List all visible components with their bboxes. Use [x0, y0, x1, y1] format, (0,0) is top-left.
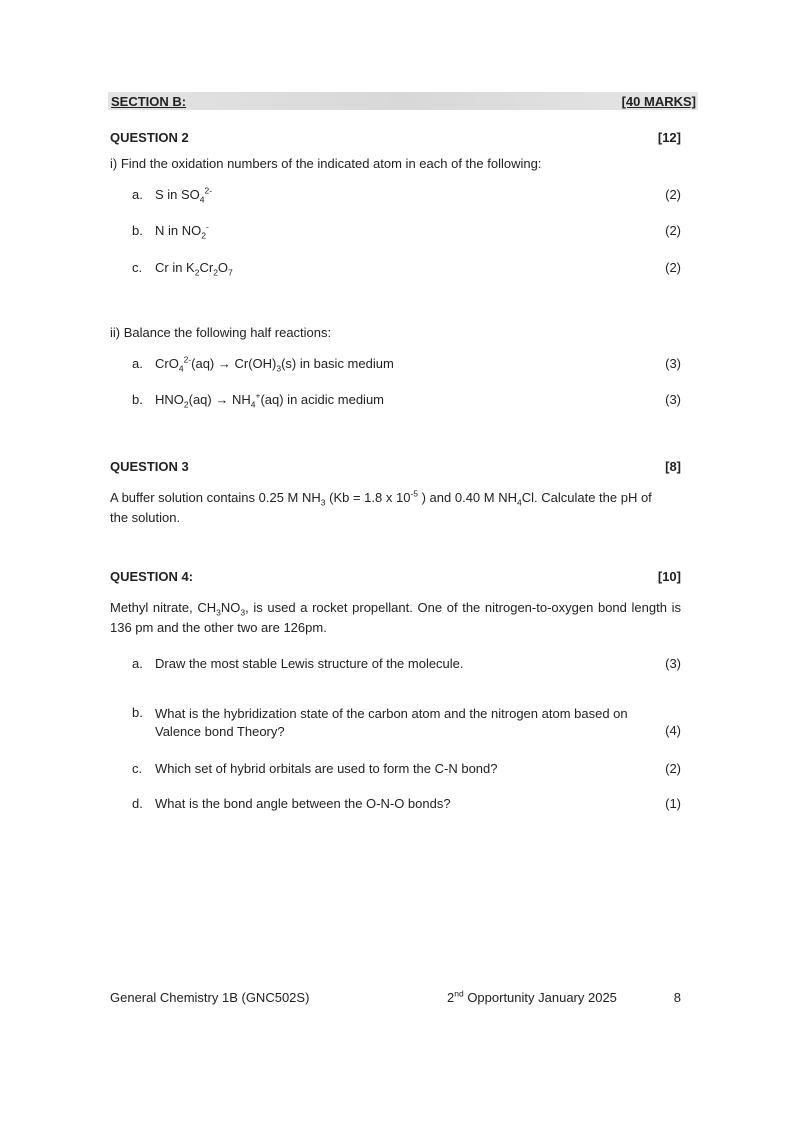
item-text — [155, 260, 625, 278]
text-run: Methyl nitrate, CH — [110, 600, 217, 615]
text-run: Cr — [199, 260, 214, 275]
text-run: NO — [220, 600, 241, 615]
item-label: d. — [132, 796, 143, 811]
text-run: ) and 0.40 M NH — [418, 490, 517, 505]
item-marks: (2) — [665, 260, 681, 275]
question-title: QUESTION 4: — [110, 569, 194, 584]
subscript: 2 — [213, 267, 218, 278]
subscript: 4 — [178, 363, 184, 374]
subscript: 2 — [201, 230, 206, 241]
text-run: CrO — [155, 356, 179, 371]
item-label: b. — [132, 705, 143, 720]
item-text — [155, 390, 625, 410]
superscript: + — [255, 390, 261, 401]
section-marks: [40 MARKS] — [621, 94, 696, 109]
text-run: (aq) → Cr(OH) — [191, 356, 277, 371]
subscript: 7 — [228, 267, 233, 278]
question-marks: [12] — [657, 130, 681, 145]
subscript: 3 — [320, 497, 326, 508]
q4-text — [110, 598, 681, 638]
item-label: a. — [132, 187, 143, 202]
item-text: Draw the most stable Lewis structure of the molecule. — [155, 656, 464, 671]
text-run: HNO — [155, 392, 184, 407]
superscript: 2- — [204, 185, 213, 196]
subscript: 2 — [194, 267, 200, 278]
item-label: c. — [132, 260, 143, 275]
text-run: (aq) in acidic medium — [260, 392, 384, 407]
subscript: 3 — [276, 363, 282, 374]
question-2-heading — [110, 130, 681, 145]
question-4-heading — [110, 569, 681, 584]
question-title: QUESTION 3 — [110, 459, 189, 474]
text-run: Cr in K — [155, 260, 195, 275]
footer-opportunity — [447, 990, 617, 1005]
text-run: O — [217, 260, 229, 275]
text-run: A buffer solution contains 0.25 M NH — [110, 490, 321, 505]
text-run: , is used a rocket propellant. One of the nitrogen-to-oxygen bond length is 136 pm and the other two are 126pm. — [110, 600, 681, 635]
item-text: What is the bond angle between the O-N-O bonds? — [155, 796, 451, 811]
item-text — [155, 185, 625, 205]
item-marks: (3) — [665, 656, 681, 671]
subscript: 4 — [199, 194, 205, 205]
section-title: SECTION B: — [111, 94, 187, 109]
text-run: (s) in basic medium — [281, 356, 394, 371]
superscript: - — [205, 221, 209, 232]
opp-suffix: nd — [454, 988, 464, 999]
item-text: Which set of hybrid orbitals are used to form the C-N bond? — [155, 761, 498, 776]
page-number: 8 — [673, 990, 681, 1005]
opp-text: Opportunity January 2025 — [463, 990, 617, 1005]
footer-course: General Chemistry 1B (GNC502S) — [110, 990, 310, 1005]
q2-part-i: i) Find the oxidation numbers of the indicated atom in each of the following: — [110, 156, 542, 171]
item-text: What is the hybridization state of the carbon atom and the nitrogen atom based on Valence bond Theory? — [155, 706, 628, 739]
text-run: N in NO — [155, 223, 202, 238]
superscript: 2- — [183, 354, 192, 365]
question-marks: [10] — [657, 569, 681, 584]
section-header — [108, 92, 698, 110]
question-title: QUESTION 2 — [110, 130, 189, 145]
item-text — [155, 221, 625, 241]
item-marks: (3) — [665, 392, 681, 407]
question-3-heading — [110, 459, 681, 474]
text-run: Cl. Calculate the pH of the solution. — [110, 490, 652, 525]
item-label: c. — [132, 761, 143, 776]
subscript: 2 — [183, 399, 189, 410]
item-marks: (2) — [665, 187, 681, 202]
text-run: (aq) → NH — [188, 392, 251, 407]
item-marks: (1) — [665, 796, 681, 811]
subscript: 4 — [250, 399, 256, 410]
subscript: 3 — [216, 607, 221, 618]
text-run: (Kb = 1.8 x 10 — [325, 490, 411, 505]
item-label: b. — [132, 223, 143, 238]
text-run: S in SO — [155, 187, 200, 202]
superscript: -5 — [410, 488, 418, 499]
question-marks: [8] — [665, 459, 681, 474]
opp-number: 2 — [447, 990, 455, 1005]
item-label: a. — [132, 356, 143, 371]
item-marks: (3) — [665, 356, 681, 371]
subscript: 3 — [240, 607, 246, 618]
item-marks: (2) — [665, 223, 681, 238]
q3-text — [110, 488, 670, 528]
item-text — [155, 354, 625, 374]
item-label: a. — [132, 656, 143, 671]
q2-part-ii: ii) Balance the following half reactions: — [110, 325, 332, 340]
subscript: 4 — [517, 497, 522, 508]
item-marks: (4) — [665, 723, 681, 738]
footer — [110, 990, 681, 1005]
item-marks: (2) — [665, 761, 681, 776]
item-label: b. — [132, 392, 143, 407]
